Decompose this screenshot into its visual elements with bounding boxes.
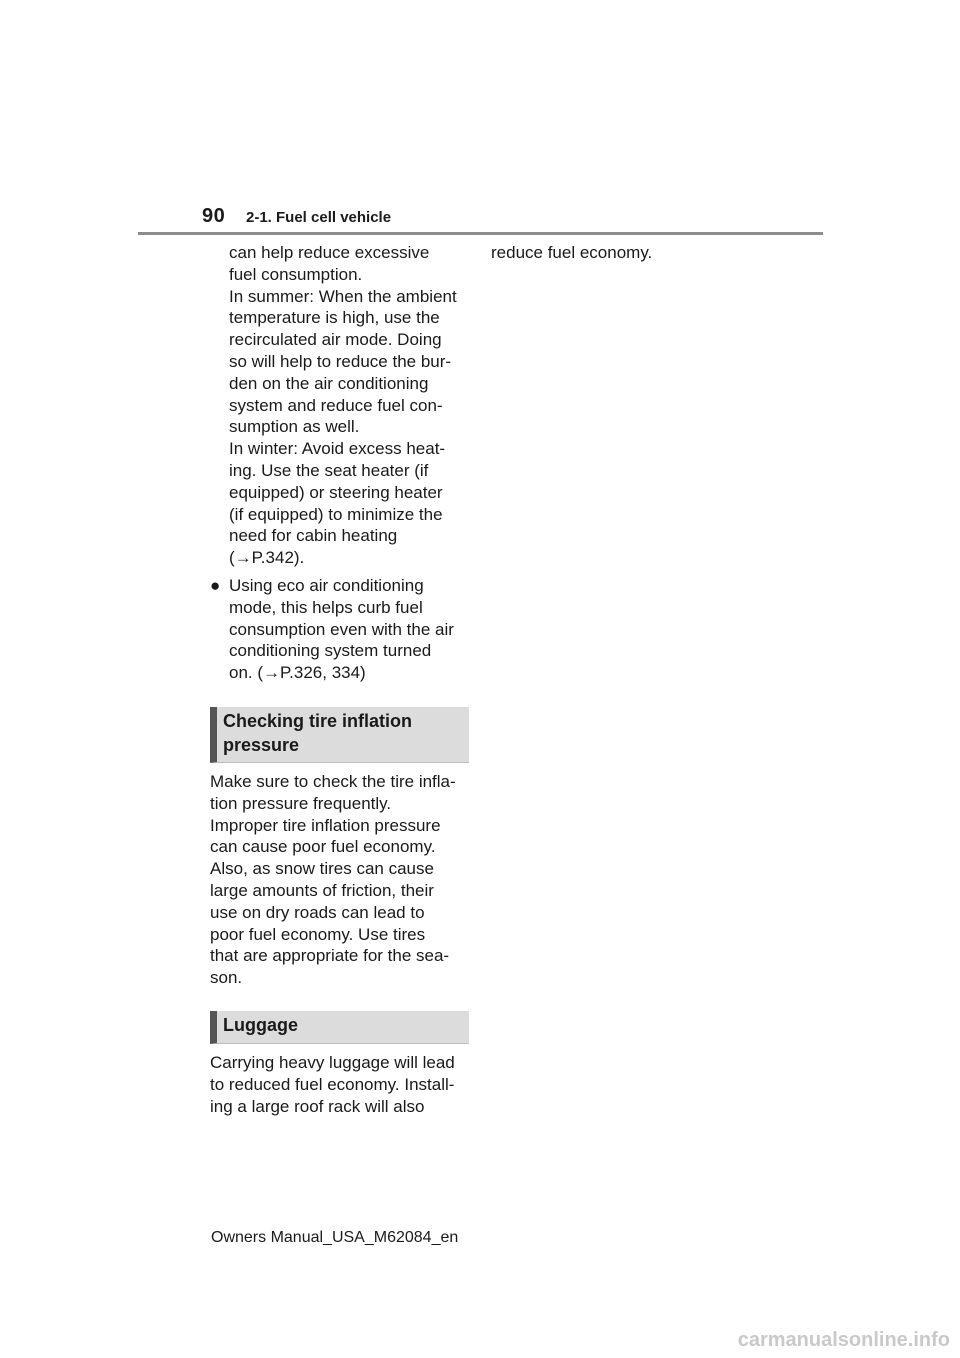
footer-text: Owners Manual_USA_M62084_en	[211, 1229, 459, 1246]
bullet-icon: ●	[210, 576, 221, 595]
header-rule	[138, 232, 823, 235]
heading-luggage: Luggage	[210, 1011, 469, 1044]
luggage-paragraph: Carrying heavy luggage will lead to reduced fuel economy. Install- ing a large roof rack will also	[210, 1053, 455, 1116]
watermark: carmanualsonline.info	[737, 1329, 950, 1351]
heading-tire-inflation: Checking tire inflation pressure	[210, 707, 469, 763]
right-column-paragraph: reduce fuel economy.	[491, 243, 653, 262]
page-number: 90	[202, 205, 226, 227]
bullet-text: Using eco air conditioning mode, this helps curb fuel consumption even with the air conditioning system turned on. (→P.326, 334)	[229, 576, 454, 683]
section-title: 2-1. Fuel cell vehicle	[246, 209, 392, 226]
continued-paragraph: can help reduce excessive fuel consumption. In summer: When the ambient temperature is high, use the recirculated air mode. Doing so will help to reduce the bur- den on the air conditioning system and reduce fuel con- sumption as well. In winter: Avoid excess heat- ing. Use the seat heater (if equipped) or steering heater (if equipped) to minimize the need for cabin heating (→P.342).	[229, 243, 457, 568]
tire-paragraph: Make sure to check the tire infla- tion pressure frequently. Improper tire inflation pressure can cause poor fuel economy. Also, as snow tires can cause large amounts of friction, their use on dry roads can lead to poor fuel economy. Use tires that are appropriate for the sea- son.	[210, 772, 456, 988]
